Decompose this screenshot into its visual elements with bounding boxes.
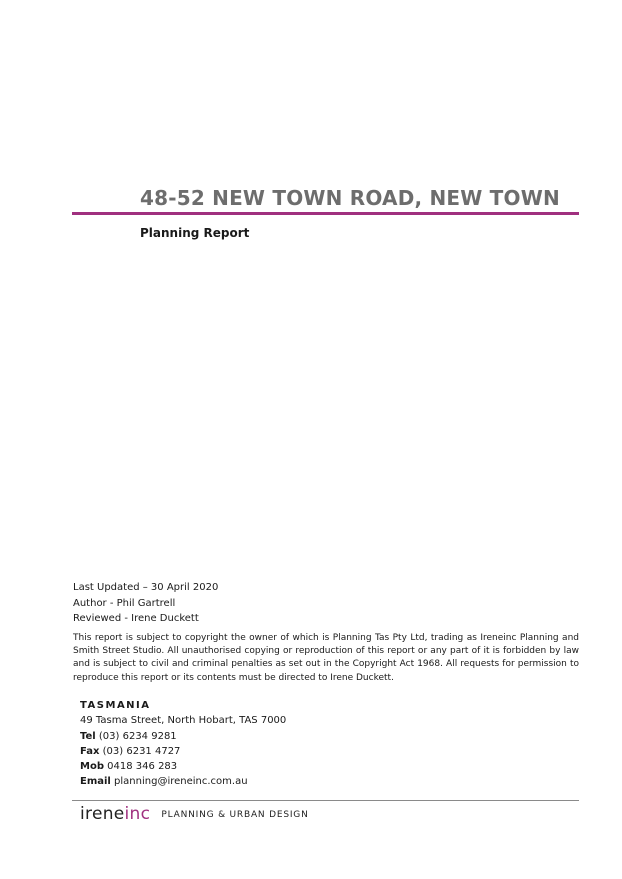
logo-tagline: PLANNING & URBAN DESIGN bbox=[161, 810, 309, 820]
tel-number[interactable]: (03) 6234 9281 bbox=[98, 730, 177, 742]
contact-mob bbox=[80, 759, 286, 774]
title-divider bbox=[72, 212, 579, 215]
email-link[interactable]: planning@ireneinc.com.au bbox=[114, 776, 248, 788]
contact-block bbox=[80, 698, 286, 790]
author: Author - Phil Gartrell bbox=[73, 597, 176, 609]
mob-number[interactable]: 0418 346 283 bbox=[107, 761, 178, 773]
contact-state: TASMANIA bbox=[80, 700, 151, 711]
footer-logo bbox=[80, 804, 309, 824]
report-meta bbox=[73, 580, 218, 627]
tel-label: Tel bbox=[80, 730, 96, 742]
last-updated: Last Updated – 30 April 2020 bbox=[73, 582, 219, 593]
contact-email bbox=[80, 774, 286, 789]
contact-tel bbox=[80, 729, 286, 744]
fax-label: Fax bbox=[80, 745, 100, 757]
report-title: 48-52 NEW TOWN ROAD, NEW TOWN bbox=[140, 186, 560, 210]
email-label: Email bbox=[80, 776, 111, 788]
reviewer: Reviewed - Irene Duckett bbox=[73, 613, 199, 624]
logo-inc: inc bbox=[124, 804, 151, 824]
footer-divider bbox=[72, 800, 579, 801]
contact-fax bbox=[80, 744, 286, 759]
contact-address: 49 Tasma Street, North Hobart, TAS 7000 bbox=[80, 715, 287, 727]
report-subtitle: Planning Report bbox=[140, 226, 250, 240]
copyright-notice: This report is subject to copyright the owner of which is Planning Tas Pty Ltd, trading as Ireneinc Planning and Smith Street Studio. All unauthorised copying or reproduction of this report or any part of it is forbidden by law and is subject to civil and criminal penalties as set out in the Copyright Act 1968. All requests for permission to reproduce this report or its contents must be directed to Irene Duckett. bbox=[73, 633, 579, 683]
mob-label: Mob bbox=[80, 761, 104, 773]
fax-number: (03) 6231 4727 bbox=[102, 745, 181, 757]
logo-irene: irene bbox=[80, 804, 125, 824]
